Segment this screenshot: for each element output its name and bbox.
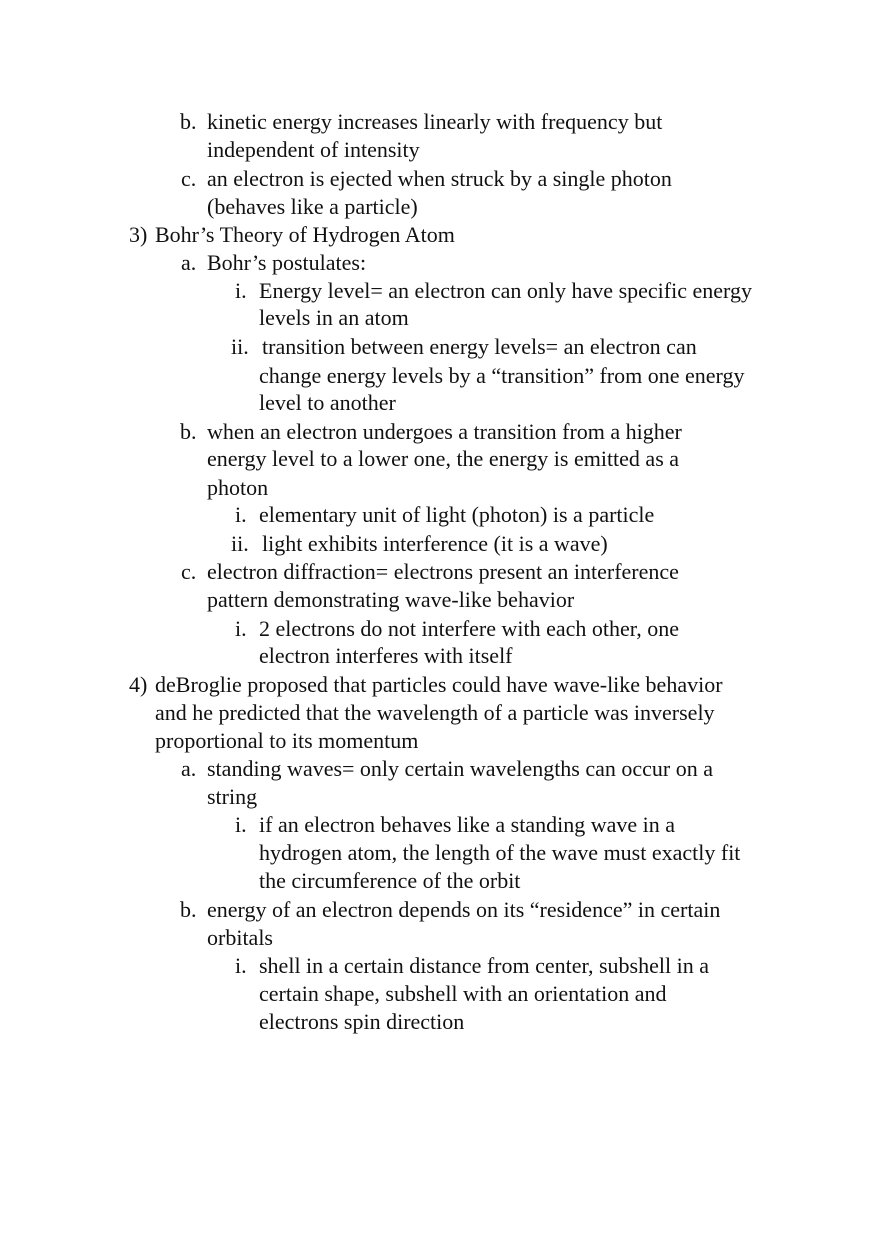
list-item-line: hydrogen atom, the length of the wave must exactly fit bbox=[259, 840, 741, 865]
list-item-line: electron diffraction= electrons present an interference bbox=[207, 559, 679, 584]
list-item-line: orbitals bbox=[207, 925, 273, 950]
list-item-line: shell in a certain distance from center, subshell in a bbox=[259, 953, 709, 978]
list-marker: b. bbox=[180, 897, 197, 922]
list-item-line: certain shape, subshell with an orientation and bbox=[259, 981, 667, 1006]
list-item-line: and he predicted that the wavelength of a particle was inversely bbox=[155, 700, 715, 725]
list-marker: i. bbox=[235, 278, 247, 303]
list-item-line: an electron is ejected when struck by a single photon bbox=[207, 166, 672, 191]
list-item-line: elementary unit of light (photon) is a particle bbox=[259, 502, 655, 527]
list-item-line: (behaves like a particle) bbox=[207, 194, 418, 219]
list-item-line: 2 electrons do not interfere with each other, one bbox=[259, 616, 680, 641]
list-marker: i. bbox=[235, 616, 247, 641]
list-item-line: the circumference of the orbit bbox=[259, 868, 521, 893]
list-item-line: pattern demonstrating wave-like behavior bbox=[207, 587, 575, 612]
list-item-line: when an electron undergoes a transition from a higher bbox=[207, 419, 682, 444]
list-marker: a. bbox=[181, 250, 197, 275]
list-marker: i. bbox=[235, 502, 247, 527]
list-item-line: electrons spin direction bbox=[259, 1009, 465, 1034]
list-item-line: standing waves= only certain wavelengths can occur on a bbox=[207, 756, 714, 781]
list-marker: b. bbox=[180, 109, 197, 134]
list-item-line: levels in an atom bbox=[259, 305, 409, 330]
list-marker: i. bbox=[235, 812, 247, 837]
list-marker: 3) bbox=[129, 222, 148, 247]
list-item-line: energy of an electron depends on its “residence” in certain bbox=[207, 897, 721, 922]
list-marker: c. bbox=[181, 166, 197, 191]
list-marker: 4) bbox=[129, 672, 148, 697]
list-item-line: transition between energy levels= an electron can bbox=[262, 334, 697, 359]
list-item-line: string bbox=[207, 784, 258, 809]
list-item-line: independent of intensity bbox=[207, 137, 420, 162]
list-marker: a. bbox=[181, 756, 197, 781]
list-item-line: deBroglie proposed that particles could have wave-like behavior bbox=[155, 672, 723, 697]
list-item-line: if an electron behaves like a standing wave in a bbox=[259, 812, 676, 837]
list-item-line: light exhibits interference (it is a wave) bbox=[262, 531, 608, 556]
list-marker: ii. bbox=[231, 531, 249, 556]
list-item-line: Energy level= an electron can only have specific energy bbox=[259, 278, 752, 303]
list-marker: i. bbox=[235, 953, 247, 978]
list-marker: ii. bbox=[231, 334, 249, 359]
list-item-line: proportional to its momentum bbox=[155, 728, 419, 753]
list-item-line: level to another bbox=[259, 390, 396, 415]
list-item-line: photon bbox=[207, 475, 269, 500]
section-heading: Bohr’s Theory of Hydrogen Atom bbox=[155, 222, 455, 247]
list-item-line: energy level to a lower one, the energy is emitted as a bbox=[207, 446, 680, 471]
list-marker: b. bbox=[180, 419, 197, 444]
list-item-line: Bohr’s postulates: bbox=[207, 250, 367, 275]
list-marker: c. bbox=[181, 559, 197, 584]
list-item-line: kinetic energy increases linearly with frequency but bbox=[207, 109, 663, 134]
list-item-line: change energy levels by a “transition” from one energy bbox=[259, 363, 745, 388]
list-item-line: electron interferes with itself bbox=[259, 643, 513, 668]
